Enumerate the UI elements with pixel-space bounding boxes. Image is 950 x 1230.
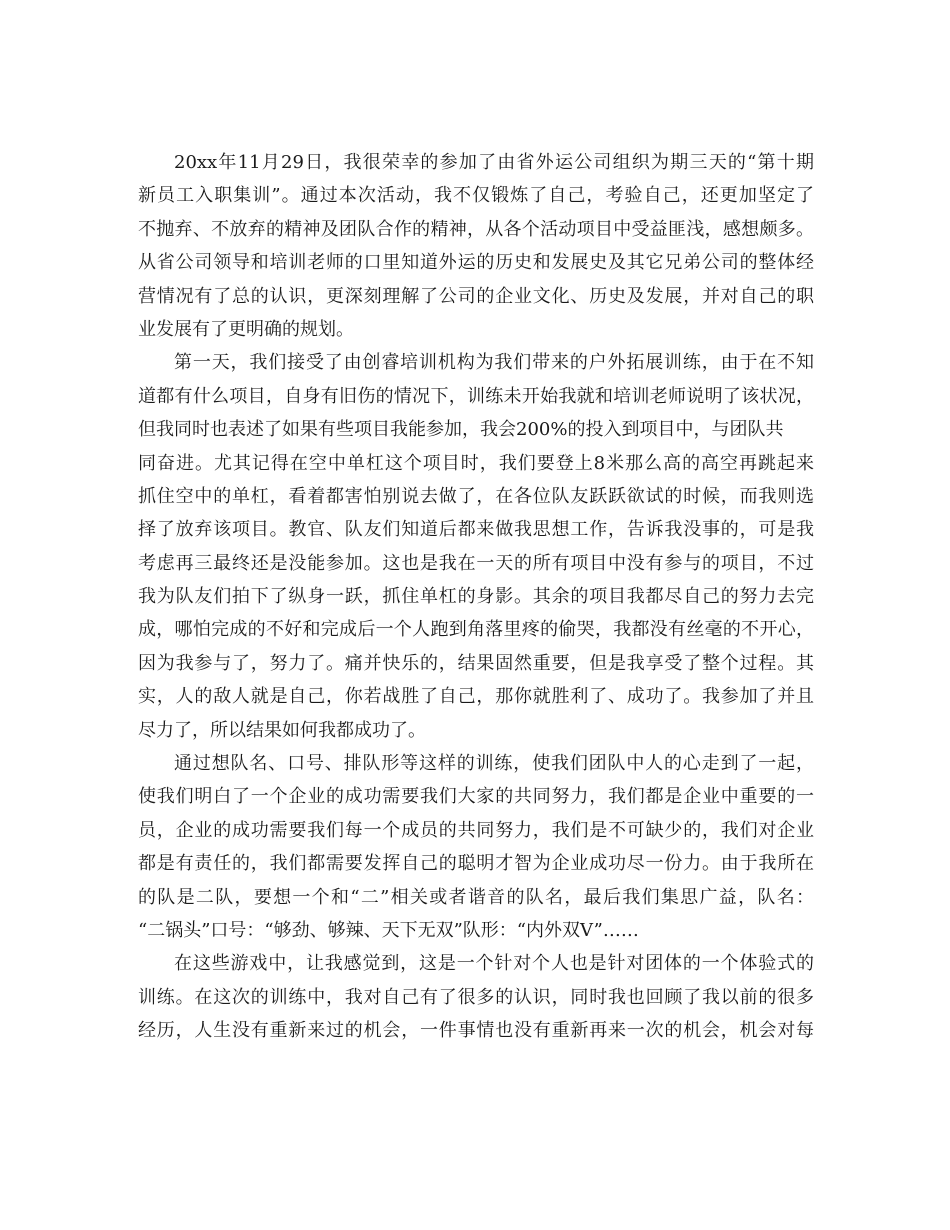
text-line: 我为队友们拍下了纵身一跃，抓住单杠的身影。其余的项目我都尽自己的努力去完 (138, 586, 814, 608)
text-line: 从省公司领导和培训老师的口里知道外运的历史和发展史及其它兄弟公司的整体经 (138, 252, 814, 274)
text-line: 但我同时也表述了如果有些项目我能参加，我会200%的投入到项目中，与团队共 (138, 419, 784, 441)
text-line: 业发展有了更明确的规划。 (138, 318, 354, 340)
text-line: 20xx年11月29日，我很荣幸的参加了由省外运公司组织为期三天的“第十期 (174, 152, 814, 173)
paragraph-3 (138, 747, 814, 947)
paragraph-2 (138, 346, 814, 747)
text-line: 员，企业的成功需要我们每一个成员的共同努力，我们是不可缺少的，我们对企业 (138, 819, 814, 841)
text-line: 都是有责任的，我们都需要发挥自己的聪明才智为企业成功尽一份力。由于我所在 (138, 853, 814, 875)
text-line: 不抛弃、不放弃的精神及团队合作的精神，从各个活动项目中受益匪浅，感想颇多。 (138, 218, 814, 240)
text-line: 使我们明白了一个企业的成功需要我们大家的共同努力，我们都是企业中重要的一 (138, 786, 814, 808)
text-line: 营情况有了总的认识，更深刻理解了公司的企业文化、历史及发展，并对自己的职 (138, 285, 814, 307)
text-line: 择了放弃该项目。教官、队友们知道后都来做我思想工作，告诉我没事的，可是我 (138, 519, 814, 541)
text-line: 实，人的敌人就是自己，你若战胜了自己，那你就胜利了、成功了。我参加了并且 (138, 686, 814, 708)
text-line: “二锅头”口号：“够劲、够辣、天下无双”队形：“内外双V”…… (138, 919, 639, 941)
document-body (138, 146, 814, 1048)
text-line: 训练。在这次的训练中，我对自己有了很多的认识，同时我也回顾了我以前的很多 (138, 986, 814, 1008)
text-line: 在这些游戏中，让我感觉到，这是一个针对个人也是针对团体的一个体验式的 (174, 953, 814, 975)
text-line: 经历，人生没有重新来过的机会，一件事情也没有重新再来一次的机会，机会对每 (138, 1020, 814, 1042)
text-line: 同奋进。尤其记得在空中单杠这个项目时，我们要登上8米那么高的高空再跳起来 (138, 452, 814, 474)
text-line: 考虑再三最终还是没能参加。这也是我在一天的所有项目中没有参与的项目，不过 (138, 552, 814, 574)
paragraph-4 (138, 947, 814, 1047)
text-line: 抓住空中的单杠，看着都害怕别说去做了，在各位队友跃跃欲试的时候，而我则选 (138, 485, 814, 507)
paragraph-1 (138, 146, 814, 346)
text-line: 尽力了，所以结果如何我都成功了。 (138, 719, 426, 741)
text-line: 第一天，我们接受了由创睿培训机构为我们带来的户外拓展训练，由于在不知 (174, 352, 814, 374)
text-line: 道都有什么项目，自身有旧伤的情况下，训练未开始我就和培训老师说明了该状况， (138, 385, 814, 407)
text-line: 因为我参与了，努力了。痛并快乐的，结果固然重要，但是我享受了整个过程。其 (138, 652, 814, 674)
text-line: 新员工入职集训”。通过本次活动，我不仅锻炼了自己，考验自己，还更加坚定了 (138, 185, 814, 207)
text-line: 的队是二队，要想一个和“二”相关或者谐音的队名，最后我们集思广益，队名： (138, 886, 814, 908)
text-line: 成，哪怕完成的不好和完成后一个人跑到角落里疼的偷哭，我都没有丝毫的不开心， (138, 619, 814, 641)
text-line: 通过想队名、口号、排队形等这样的训练，使我们团队中人的心走到了一起， (174, 753, 814, 775)
